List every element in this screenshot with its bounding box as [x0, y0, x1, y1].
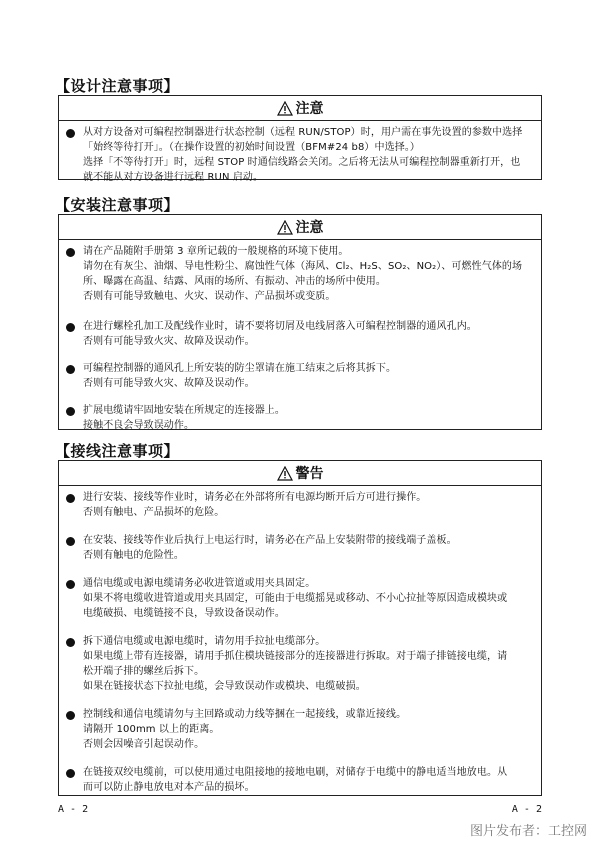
text-line: 否则有可能导致火灾、故障及误动作。 — [83, 378, 255, 389]
list-item — [66, 765, 533, 795]
text-line: 否则有可能导致火灾、故障及误动作。 — [83, 336, 255, 347]
bullet-icon — [66, 365, 75, 374]
section-title-install: 【安装注意事项】 — [55, 196, 180, 214]
page-number-left: A - 2 — [58, 804, 89, 815]
text-line: 就不能从对方设备进行远程 RUN 启动。 — [83, 172, 264, 183]
bullet-icon — [66, 711, 75, 720]
list-item — [66, 707, 533, 752]
bullet-icon — [66, 638, 75, 647]
text-line: 扩展电缆请牢固地安装在所规定的连接器上。 — [83, 405, 285, 416]
box-body — [59, 121, 541, 185]
box-header — [59, 215, 541, 240]
list-item — [66, 576, 533, 621]
list-item — [66, 490, 533, 520]
text-line: 从对方设备对可编程控制器进行状态控制（远程 RUN/STOP）时，用户需在事先设置的参数中选择 — [83, 127, 523, 138]
text-line: 所、曝露在高温、结露、风雨的场所、有振动、冲击的场所中使用。 — [83, 276, 386, 287]
text-line: 在链接双绞电缆前，可以使用通过电阻接地的接地电刷，对储存于电缆中的静电适当地放电。从 — [83, 767, 508, 778]
box-label: 警告 — [295, 466, 324, 482]
text-line: 如果电缆上带有连接器，请用手抓住模块链接部分的连接器进行拆取。对于端子排链接电缆，请 — [83, 651, 508, 662]
text-line: 否则会因噪音引起误动作。 — [83, 739, 205, 750]
list-item — [66, 244, 533, 304]
bullet-icon — [66, 248, 75, 257]
text-line: 拆下通信电缆或电源电缆时，请勿用手拉扯电缆部分。 — [83, 636, 326, 647]
bullet-icon — [66, 537, 75, 546]
box-body — [59, 240, 541, 433]
box-label: 注意 — [295, 101, 324, 117]
text-line: 选择「不等待打开」时，远程 STOP 时通信线路会关闭。之后将无法从可编程控制器重新打开，也 — [83, 157, 521, 168]
bullet-icon — [66, 129, 75, 138]
box-body — [59, 486, 541, 795]
text-line: 在安装、接线等作业后执行上电运行时，请务必在产品上安装附带的接线端子盖板。 — [83, 535, 457, 546]
bullet-icon — [66, 407, 75, 416]
caution-box-install — [58, 214, 542, 430]
text-line: 通信电缆或电源电缆请务必收进管道或用夹具固定。 — [83, 578, 316, 589]
list-item — [66, 634, 533, 694]
list-item — [66, 533, 533, 563]
text-line: 接触不良会导致误动作。 — [83, 420, 195, 431]
text-line: 进行安装、接线等作业时，请务必在外部将所有电源均断开后方可进行操作。 — [83, 492, 427, 503]
section-title-design: 【设计注意事项】 — [55, 77, 180, 95]
text-line: 请隔开 100mm 以上的距离。 — [83, 724, 220, 735]
bullet-icon — [66, 323, 75, 332]
watermark: 图片发布者：工控网 — [469, 824, 587, 839]
text-line: 否则有可能导致触电、火灾、误动作、产品损坏或变质。 — [83, 291, 336, 302]
text-line: 在进行螺栓孔加工及配线作业时，请不要将切屑及电线屑落入可编程控制器的通风孔内。 — [83, 321, 477, 332]
list-item — [66, 361, 533, 391]
bullet-icon — [66, 494, 75, 503]
warning-triangle-icon — [277, 466, 293, 481]
box-header — [59, 461, 541, 486]
warning-triangle-icon — [277, 220, 293, 235]
box-label: 注意 — [295, 220, 324, 236]
text-line: 否则有触电的危险性。 — [83, 550, 184, 561]
section-title-wiring: 【接线注意事项】 — [55, 442, 180, 460]
text-line: 请在产品随附手册第 3 章所记载的一般规格的环境下使用。 — [83, 246, 349, 257]
list-item — [66, 125, 533, 185]
bullet-icon — [66, 580, 75, 589]
text-line: 如果在链接状态下拉扯电缆，会导致误动作或模块、电缆破损。 — [83, 681, 366, 692]
text-line: 请勿在有灰尘、油烟、导电性粉尘、腐蚀性气体（海风、Cl₂、H₂S、SO₂、NO₂）、可燃性气体的场 — [83, 261, 523, 272]
text-line: 而可以防止静电放电对本产品的损坏。 — [83, 782, 255, 793]
list-item — [66, 319, 533, 349]
text-line: 「始终等待打开」。（在操作设置的初始时间设置（BFM#24 b8）中选择。） — [83, 142, 421, 153]
warning-triangle-icon — [277, 101, 293, 116]
page-number-right: A - 2 — [511, 804, 542, 815]
box-header — [59, 96, 541, 121]
text-line: 控制线和通信电缆请勿与主回路或动力线等捆在一起接线，或靠近接线。 — [83, 709, 407, 720]
bullet-icon — [66, 769, 75, 778]
list-item — [66, 403, 533, 433]
text-line: 电缆破损、电缆链接不良，导致设备误动作。 — [83, 608, 285, 619]
text-line: 可编程控制器的通风孔上所安装的防尘罩请在施工结束之后将其拆下。 — [83, 363, 397, 374]
caution-box-design — [58, 95, 542, 183]
text-line: 否则有触电、产品损坏的危险。 — [83, 507, 225, 518]
text-line: 如果不将电缆收进管道或用夹具固定，可能由于电缆摇晃或移动、不小心拉扯等原因造成模块或 — [83, 593, 508, 604]
warning-box-wiring — [58, 460, 542, 796]
text-line: 松开端子排的螺丝后拆下。 — [83, 666, 205, 677]
